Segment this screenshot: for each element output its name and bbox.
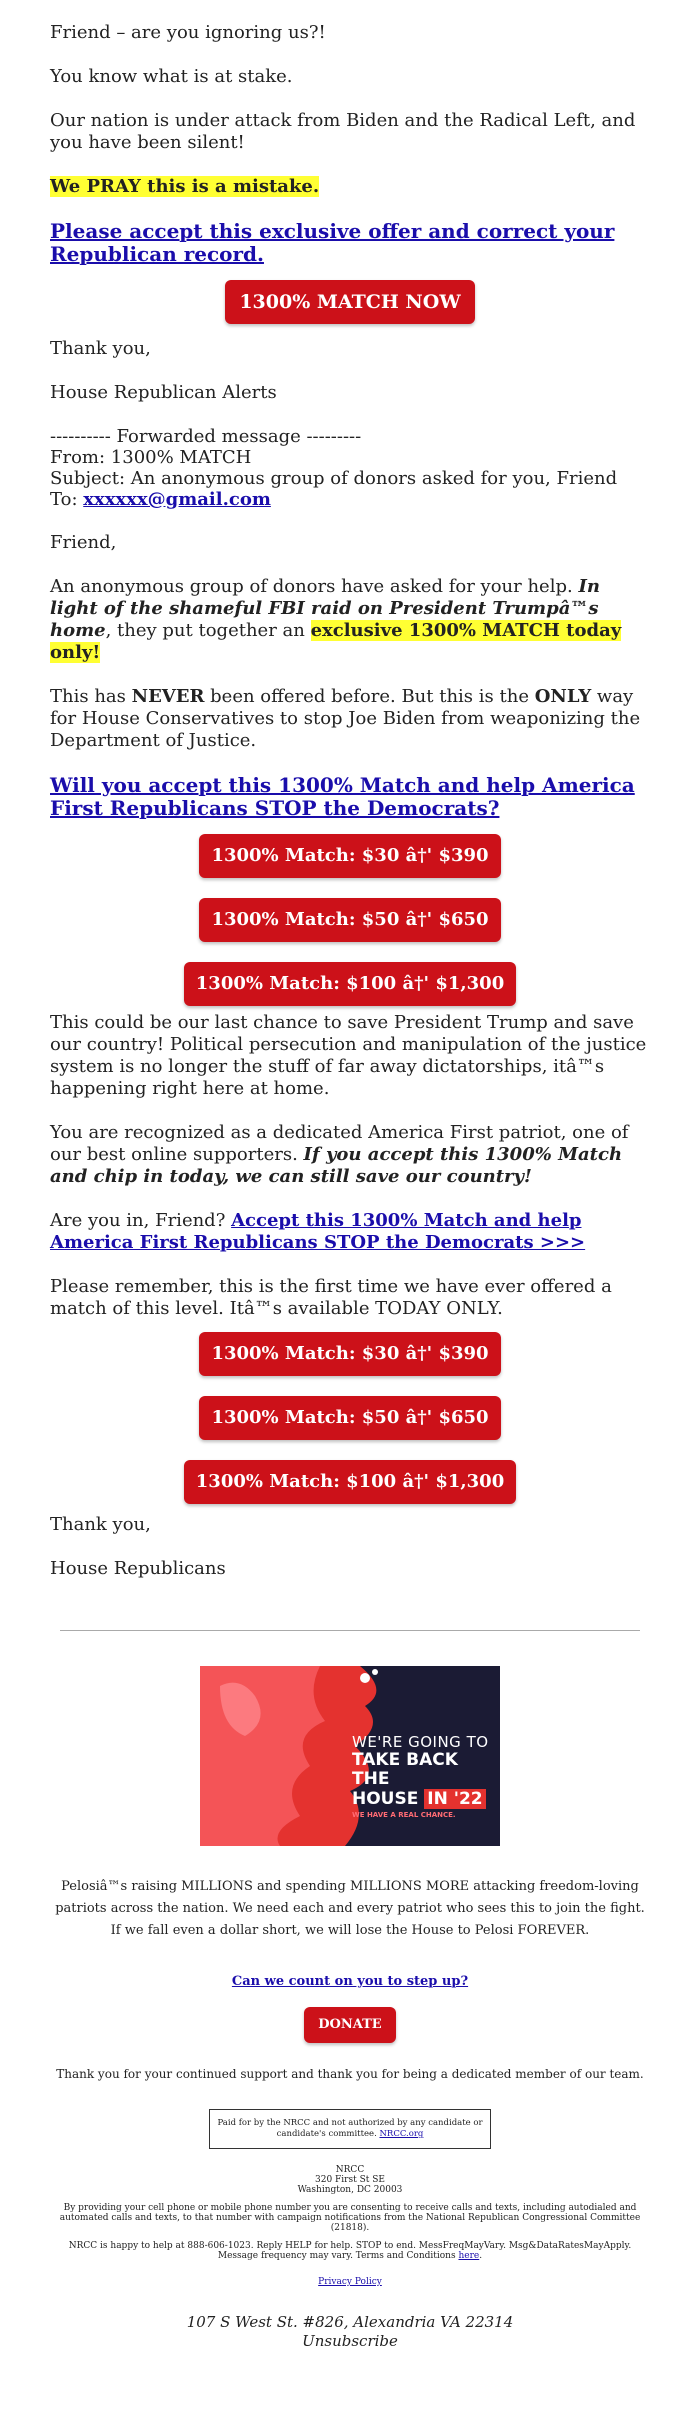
paragraph: An anonymous group of donors have asked for your help. In light of the shameful FBI raid on President Trumpâ™s home, they put together an exclusive 1300% MATCH today only! <box>50 576 622 663</box>
privacy-policy-link[interactable]: Privacy Policy <box>318 2277 382 2287</box>
paragraph: This has NEVER been offered before. But this is the ONLY way for House Conservatives to stop Joe Biden from weaponizing the Department of Justice. <box>50 686 641 751</box>
offer-link[interactable]: Please accept this exclusive offer and correct your Republican record. <box>50 219 615 266</box>
forward-to-label: To: <box>50 489 84 510</box>
nrcc-link[interactable]: NRCC.org <box>379 2129 424 2139</box>
donate-50-button[interactable]: 1300% Match: $50 â†' $650 <box>199 898 500 942</box>
match-highlight: exclusive 1300% MATCH today only! <box>50 620 622 663</box>
match-now-button[interactable]: 1300% MATCH NOW <box>225 280 474 324</box>
forwarded-header <box>50 426 650 510</box>
donate-30-button[interactable]: 1300% Match: $30 â†' $390 <box>199 1332 500 1376</box>
banner-line1: WE'RE GOING TO <box>352 1733 489 1751</box>
paragraph: Please remember, this is the first time we have ever offered a match of this level. Itâ™s available TODAY ONLY. <box>50 1276 612 1319</box>
banner-line3b: IN '22 <box>424 1789 485 1809</box>
thank-you-text: Thank you, <box>50 1514 151 1535</box>
banner-line3a: HOUSE <box>352 1789 419 1809</box>
banner-tagline: WE HAVE A REAL CHANCE. <box>352 1811 456 1819</box>
mailing-address: 107 S West St. #826, Alexandria VA 22314 <box>186 2313 514 2331</box>
donate-100-button[interactable]: 1300% Match: $100 â†' $1,300 <box>184 1460 516 1504</box>
accept-match-link-2[interactable]: Accept this 1300% Match and help America First Republicans STOP the Democrats >>> <box>50 1210 586 1253</box>
intro-line: You know what is at stake. <box>50 66 293 87</box>
accept-match-link[interactable]: Will you accept this 1300% Match and help America First Republicans STOP the Democrats? <box>50 773 635 820</box>
paragraph: You are recognized as a dedicated America First patriot, one of our best online supporters. If you accept this 1300% Match and chip in today, we can still save our country! <box>50 1122 629 1187</box>
signature: House Republicans <box>50 1558 226 1579</box>
intro-line: Friend – are you ignoring us?! <box>50 22 326 43</box>
greeting: Friend, <box>50 532 117 553</box>
footer: WE'RE GOING TO TAKE BACK THE HOUSE IN '22 WE HAVE A REAL CHANCE. Pelosiâ™s raising MILLIONS and spending MILLIONS MORE attacking freedom-loving patriots across the nation. We need each and every patriot who sees this to join the fight. If we fall even a dollar short, we will lose the House to Pelosi FOREVER. Can we count on you to step up? DONATE Thank you for your continued support and thank you for being a dedicated member of our team. Paid for by the NRCC and not authorized by any candidate or candidate's committee. NRCC.org NRCC 320 First St SE Washington, DC 20003 By providing your cell phone or mobile phone number you are consenting to receive calls and texts, including autodialed and automated calls and texts, to that number with campaign notifications from the National Republican Congressional Committee (21818). NRCC is happy to help at 888-606-1023. Reply HELP for help. STOP to end. MessFreqMayVary. Msg&DataRatesMayApply. Message frequency may vary. Terms and Conditions here. Privacy Policy 107 S West St. #826, Alexandria VA 22314 Unsubscribe <box>0 1630 700 2351</box>
paid-for-text: Paid for by the NRCC and not authorized by any candidate or candidate's committee. <box>217 2118 483 2139</box>
unsubscribe-link[interactable]: Unsubscribe <box>302 2332 398 2350</box>
pelosi-text: Pelosiâ™s raising MILLIONS and spending MILLIONS MORE attacking freedom-loving patriots across the nation. We need each and every patriot who sees this to join the fight. If we fall even a dollar short, we will lose the House to Pelosi FOREVER. <box>55 1879 645 1938</box>
pray-highlight: We PRAY this is a mistake. <box>50 176 320 197</box>
divider <box>60 1630 640 1631</box>
forward-from: From: 1300% MATCH <box>50 447 252 468</box>
donate-button[interactable]: DONATE <box>304 2007 395 2043</box>
signature: House Republican Alerts <box>50 382 277 403</box>
email-body <box>50 0 650 1580</box>
paragraph: Are you in, Friend? Accept this 1300% Match and help America First Republicans STOP the Democrats >>> <box>50 1210 586 1253</box>
help-text: NRCC is happy to help at 888-606-1023. Reply HELP for help. STOP to end. MessFreqMayVary. Msg&DataRatesMayApply. Message frequency may vary. Terms and Conditions <box>68 2241 632 2261</box>
donate-100-button[interactable]: 1300% Match: $100 â†' $1,300 <box>184 962 516 1006</box>
intro-line: Our nation is under attack from Biden and the Radical Left, and you have been silent! <box>50 110 636 153</box>
terms-link[interactable]: here <box>458 2251 480 2261</box>
org-name: NRCC <box>335 2165 365 2175</box>
paid-for-box <box>209 2109 491 2149</box>
donate-50-button[interactable]: 1300% Match: $50 â†' $650 <box>199 1396 500 1440</box>
email-address-link[interactable]: xxxxxx@gmail.com <box>83 489 271 510</box>
donate-30-button[interactable]: 1300% Match: $30 â†' $390 <box>199 834 500 878</box>
step-up-link[interactable]: Can we count on you to step up? <box>231 1974 469 1989</box>
forward-subject: Subject: An anonymous group of donors asked for you, Friend <box>50 468 618 489</box>
org-street: 320 First St SE <box>315 2175 385 2185</box>
paragraph: This could be our last chance to save President Trump and save our country! Political persecution and manipulation of the justice system is no longer the stuff of far away dictatorships, itâ™s happening right here at home. <box>50 1012 647 1099</box>
thank-you-text: Thank you, <box>50 338 151 359</box>
thanks-text: Thank you for your continued support and thank you for being a dedicated member of our team. <box>56 2067 644 2081</box>
banner-line2: TAKE BACK THE <box>352 1750 458 1789</box>
forward-separator: ---------- Forwarded message --------- <box>50 426 362 447</box>
take-back-house-banner <box>200 1666 500 1846</box>
org-city: Washington, DC 20003 <box>297 2185 403 2195</box>
consent-text: By providing your cell phone or mobile phone number you are consenting to receive calls and texts, including autodialed and automated calls and texts, to that number with campaign notifications from the National Republican Congressional Committee (21818). <box>59 2203 641 2233</box>
